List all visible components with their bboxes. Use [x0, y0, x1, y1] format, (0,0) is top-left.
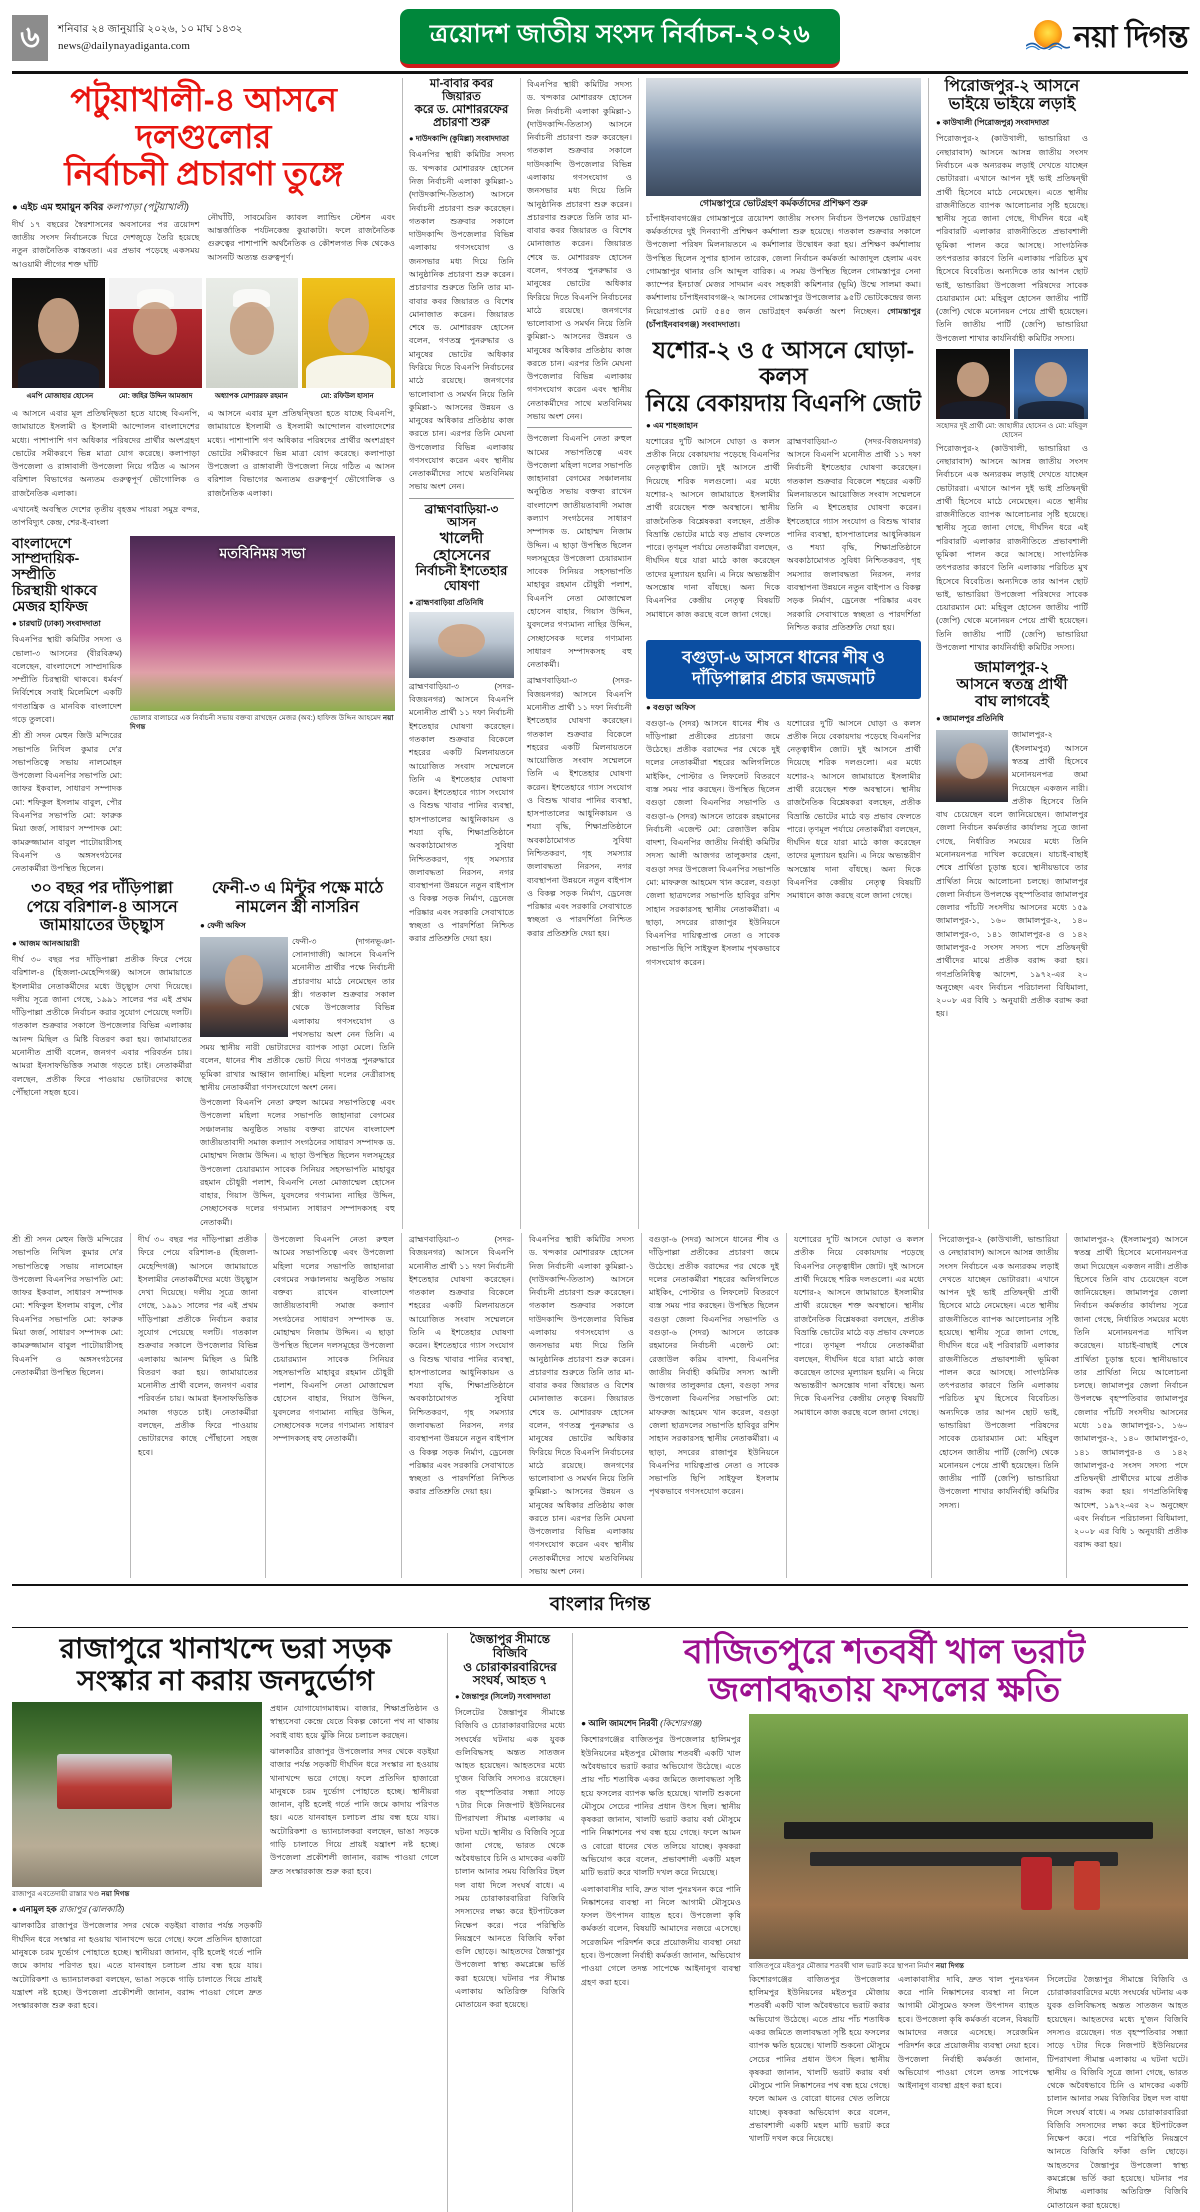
brahmanbaria-head-4: নির্বাচনী ইশতেহার — [415, 563, 508, 579]
jamalpur-head-3: বাঘ লাগবেই — [975, 693, 1049, 711]
lead-col-1 — [12, 198, 200, 271]
feni-subtext: উপজেলা বিএনপি নেতা রুহুল আমের সভাপতিত্বে এবং উপজেলা মহিলা দলের সভাপতি জাহানারা বেগমের সঞ্চালনায় অনুষ্ঠিত সভায় বক্তব্য রাখেন বাংলাদেশ জাতীয়তাবাদী সমাজ কল্যাণ সংগঠনের সাধারণ সম্পাদক ড. মোহাম্মদ নিজাম উদ্দিন। এ ছাড়া উপস্থিত ছিলেন দলসমূহের উপজেলা চেয়ারম্যান সাবেক সিনিয়র সহসভাপতি মাহাবুর রহমান চৌধুরী পলাশ, বিএনপি নেতা মোজাম্মেল হোসেন বাহার, গিয়াস উদ্দিন, যুবদলের গণ্যমান্য নাছির উদ্দিন, সেচ্ছাসেবক দলের গণ্যমান্য সাধারণ সম্পাদকসহ বহু নেতাকর্মী। — [200, 1098, 395, 1227]
bajitpur-text-1: কিশোরগঞ্জের বাজিতপুর উপজেলার হালিমপুর ইউনিয়নের মইতপুর মৌজায় শতবর্ষী একটি খাল অবৈধভাবে ভরাট করার অভিযোগ উঠেছে। এতে প্রায় পাঁচ শতাধিক একর জমিতে জলাবদ্ধতা সৃষ্টি হয়ে ফসলের ব্যাপক ক্ষতি হয়েছে। খালটি শুকনো মৌসুমে সেচের পানির প্রধান উৎস ছিল। স্থানীয় কৃষকরা জানান, খালটি ভরাট করায় বর্ষা মৌসুমে পানি নিষ্কাশনের পথ বন্ধ হয়ে গেছে। ফলে আমন ও বোরো ধানের খেত তলিয়ে যাচ্ছে। কৃষকরা অভিযোগ করে বলেন, প্রভাবশালী একটি মহল মাটি ভরাট করে খালটি দখল করে নিয়েছে। — [581, 1735, 741, 1878]
feni-head-2: নামলেন স্ত্রী নাসরিন — [235, 898, 360, 916]
mid-b-text2: উপজেলা বিএনপি নেতা রুহুল আমের সভাপতিত্বে এবং উপজেলা মহিলা দলের সভাপতি জাহানারা বেগমের সঞ্চালনায় অনুষ্ঠিত সভায় বক্তব্য রাখেন বাংলাদেশ জাতীয়তাবাদী সমাজ কল্যাণ সংগঠনের সাধারণ সম্পাদক ড. মোহাম্মদ নিজাম উদ্দিন। এ ছাড়া উপস্থিত ছিলেন দলসমূহের উপজেলা চেয়ারম্যান সাবেক সিনিয়র সহসভাপতি মাহাবুর রহমান চৌধুরী পলাশ, বিএনপি নেতা মোজাম্মেল হোসেন বাহার, গিয়াস উদ্দিন, যুবদলের গণ্যমান্য নাছির উদ্দিন, সেচ্ছাসেবক দলের গণ্যমান্য সাধারণ সম্পাদকসহ বহু নেতাকর্মী। — [527, 434, 632, 670]
jessore-byline: ● এম শাহজাহান — [646, 420, 698, 430]
bajitpur-photo — [749, 1714, 1188, 1959]
jamalpur-text: জামালপুর-২ (ইসলামপুর) আসনে স্বতন্ত্র প্রার্থী হিসেবে মনোনয়নপত্র জমা দিয়েছেন একজন নারী। প্রতীক হিসেবে তিনি বাঘ চেয়েছেন বলে জানিয়েছেন। জামালপুর জেলা নির্বাচন কর্মকর্তার কার্যালয় সূত্রে জানা গেছে, নির্ধারিত সময়ের মধ্যে তিনি মনোনয়নপত্র দাখিল করেছেন। যাচাই-বাছাই শেষে প্রার্থিতা চূড়ান্ত হবে। স্থানীয়ভাবে তার প্রার্থিতা নিয়ে আলোচনা চলছে। জামালপুর জেলা নির্বাচন উপলক্ষে বৃহস্পতিবার জামালপুর জেলার পাঁচটি সংসদীয় আসনের মধ্যে ১৫৯ জামালপুর-১, ১৬০ জামালপুর-২, ১৪০ জামালপুর-৩, ১৪১ জামালপুর-৪ ও ১৪২ জামালপুর-৫ সংসদ সদস্য পদে প্রতিদ্বন্দ্বী প্রার্থীদের মাঝে প্রতীক বরাদ্দ করা হয়। গণপ্রতিনিধিত্ব আদেশ, ১৯৭২-এর ২০ অনুচ্ছেদ এবং নির্বাচন পরিচালনা বিধিমালা, ২০০৮ এর বিধি ১ অনুযায়ী প্রতীক বরাদ্দ করা হয়। — [936, 730, 1088, 1019]
pirojpur-byline: ● কাউখালী (পিরোজপুর) সংবাদদাতা — [936, 118, 1050, 128]
mazar-column — [402, 78, 520, 1229]
election-banner: ত্রয়োদশ জাতীয় সংসদ নির্বাচন-২০২৬ — [400, 9, 840, 68]
cont-col-4: ব্রাহ্মণবাড়িয়া-৩ (সদর-বিজয়নগর) আসনে বিএনপি মনোনীত প্রার্থী ১১ দফা নির্বাচনী ইশতেহার ঘোষণা করেছেন। গতকাল শুক্রবার বিকেলে শহরের একটি মিলনায়তনে আয়োজিত সংবাদ সম্মেলনে তিনি এ ইশতেহার ঘোষণা করেন। ইশতেহারে গ্যাস সংযোগ ও বিশুদ্ধ খাবার পানির ব্যবস্থা, হাসপাতালের আধুনিকায়ন ও শয্যা বৃদ্ধি, শিক্ষাপ্রতিষ্ঠানে অবকাঠামোগত সুবিধা নিশ্চিতকরণ, গৃহ সমস্যার জলাবদ্ধতা নিরসন, নগর ব্যবস্থাপনা উন্নয়নে নতুন বাইপাস ও বিকল্প সড়ক নির্মাণ, ড্রেনেজ পরিষ্কার এবং সরকারি সেবাখাতে স্বচ্ছতা ও পারদর্শিতা নিশ্চিত করার প্রতিশ্রুতি দেয়া হয়। — [401, 1233, 521, 1578]
bajitpur-byline-name: আলি জামশেদ নিরবী — [588, 1718, 658, 1729]
rajapur-byline-place: রাজাপুর (ঝালকাঠি) — [59, 1904, 125, 1915]
candidate-photo-2 — [109, 278, 202, 388]
lead-para-a: এ আসনে এবার মূল প্রতিদ্বন্দ্বিতা হতে যাচ্ছে বিএনপি, জামায়াতে ইসলামী ও ইসলামী আন্দোলন বাংলাদেশের মধ্যে। পাশাপাশি গণ অধিকার পরিষদের প্রার্থীর অংশগ্রহণ ভোটের সমীকরণে ভিন্ন মাত্রা যোগ করেছে। কলাপাড়া উপজেলা ও রাঙ্গাবালী উপজেলা নিয়ে গঠিত এ আসন বরিশাল বিভাগের অন্যতম গুরুত্বপূর্ণ ভৌগোলিক ও রাজনৈতিক এলাকা। — [12, 408, 200, 498]
lead-para-b: এখানেই অবস্থিত দেশের তৃতীয় বৃহত্তম পায়রা সমুদ্র বন্দর, তাপবিদ্যুৎ কেন্দ্র, শের-ই-বাংলা — [12, 504, 200, 528]
rajapur-text-2: ঝালকাঠির রাজাপুর উপজেলার সদর থেকে বড়ইয়া বাজার পর্যন্ত সড়কটি দীর্ঘদিন ধরে সংস্কার না হওয়ায় খানাখন্দে ভরে গেছে। ফলে প্রতিদিন হাজারো মানুষকে চরম দুর্ভোগ পোহাতে হচ্ছে। স্থানীয়রা জানান, বৃষ্টি হলেই গর্তে পানি জমে কাদায় পরিণত হয়। এতে যানবাহন চলাচল প্রায় বন্ধ হয়ে যায়। অটোরিকশা ও ভ্যানচালকরা বলছেন, ভাঙা সড়কে গাড়ি চালাতে গিয়ে প্রায়ই যন্ত্রাংশ নষ্ট হচ্ছে। উপজেলা প্রকৌশলী জানান, বরাদ্দ পাওয়া গেলে দ্রুত সংস্কারকাজ শুরু করা হবে। — [12, 1921, 262, 2011]
barisal-head-1: ৩০ বছর পর দাঁড়িপাল্লা — [31, 880, 173, 898]
rajapur-photo — [12, 1702, 262, 1887]
harmony-head-4: মেজর হাফিজ — [12, 598, 88, 615]
candidate-name-4: মো: রফিউল হাসান — [320, 392, 374, 400]
motobinimoy-credit: নয়া দিগন্ত — [130, 712, 394, 731]
mid-column-b — [520, 78, 638, 1229]
jessore-byline-text: এম শাহজাহান — [653, 420, 698, 430]
jamalpur-head-1: জামালপুর-২ — [974, 659, 1050, 677]
lead-continue-columns — [12, 407, 395, 530]
harmony-story — [12, 536, 122, 876]
lead-para-a2: এ আসনে এবার মূল প্রতিদ্বন্দ্বিতা হতে যাচ্ছে বিএনপি, জামায়াতে ইসলামী ও ইসলামী আন্দোলন বাংলাদেশের মধ্যে। পাশাপাশি গণ অধিকার পরিষদের প্রার্থীর অংশগ্রহণ ভোটের সমীকরণে ভিন্ন মাত্রা যোগ করেছে। কলাপাড়া উপজেলা ও রাঙ্গাবালী উপজেলা নিয়ে গঠিত এ আসন বরিশাল বিভাগের অন্যতম গুরুত্বপূর্ণ ভৌগোলিক ও রাজনৈতিক এলাকা। — [207, 408, 395, 498]
jamalpur-photo — [936, 730, 1008, 802]
bajitpur-head-1: বাজিতপুরে শতবর্ষী খাল ভরাট — [683, 1633, 1086, 1672]
motobinimoy-block — [130, 536, 395, 876]
cont-col-5: বিএনপির স্থায়ী কমিটির সদস্য ড. খন্দকার মোশাররফ হোসেন নিজ নির্বাচনী এলাকা কুমিল্লা-১ (দাউদকান্দি-তিতাস) আসনে নির্বাচনী প্রচারণা শুরু করেছেন। গতকাল শুক্রবার সকালে দাউদকান্দি উপজেলার বিভিন্ন এলাকায় গণসংযোগ ও জনসভার মধ্য দিয়ে তিনি আনুষ্ঠানিক প্রচারণা শুরু করেন। প্রচারণার শুরুতে তিনি তার মা-বাবার কবর জিয়ারত ও বিশেষ মোনাজাত করেন। জিয়ারত শেষে ড. মোশাররফ হোসেন বলেন, গণতন্ত্র পুনরুদ্ধার ও মানুষের ভোটের অধিকার ফিরিয়ে দিতে বিএনপি নির্বাচনের মাঠে রয়েছে। জনগণের ভালোবাসা ও সমর্থন নিয়ে তিনি কুমিল্লা-১ আসনের উন্নয়ন ও মানুষের অধিকার প্রতিষ্ঠায় কাজ করতে চান। এরপর তিনি মেঘনা উপজেলার বিভিন্ন এলাকায় গণসংযোগ করেন এবং স্থানীয় নেতাকর্মীদের সাথে মতবিনিময় সভায় অংশ নেন। — [521, 1233, 641, 1578]
bogura-text-1: বগুড়া-৬ (সদর) আসনে ধানের শীষ ও দাঁড়িপাল্লা প্রতীকের প্রচারণা জমে উঠেছে। প্রতীক বরাদ্দের পর থেকে দুই দলের নেতাকর্মীরা শহরের অলিগলিতে মাইকিং, পোস্টার ও লিফলেট বিতরণে ব্যস্ত সময় পার করছেন। উপস্থিত ছিলেন বগুড়া জেলা বিএনপির সভাপতি ও বগুড়া-৬ (সদর) আসনে তারেক রহমানের নির্বাচনী এজেন্ট মো: রেজাউল করিম বাদশা, বিএনপির জাতীয় নির্বাহী কমিটির সদস্য আলী আজগর তালুকদার হেনা, বগুড়া সদর উপজেলা বিএনপির সভাপতি মো: মাফরুজ আহমেদ খান করেল, বগুড়া জেলা ছাত্রদলের সভাপতি হাবিবুর রশিদ সাহান সরকারসহ স্থানীয় নেতাকর্মীরা। এ ছাড়া, সদরের রাজাপুর ইউনিয়নে বিএনপির দায়িত্বপ্রাপ্ত নেতা ও সাবেক সভাপতি ছিপি সাইফুল ইসলাম পৃথকভাবে গণসংযোগ করেন। — [646, 718, 780, 967]
masthead-dateline — [58, 22, 243, 54]
top-section — [12, 78, 1188, 1229]
lead-story-block — [12, 78, 402, 1229]
candidate-names-row — [12, 388, 395, 402]
candidate-name-2: মো: জহির উদ্দিন আমজাদ — [118, 392, 193, 400]
bajitpur-text-1b: এলাকাবাসীর দাবি, দ্রুত খাল পুনঃখনন করে পানি নিষ্কাশনের ব্যবস্থা না নিলে আগামী মৌসুমেও ফসল উৎপাদন ব্যাহত হবে। উপজেলা কৃষি কর্মকর্তা বলেন, বিষয়টি আমাদের নজরে এসেছে। সরেজমিন পরিদর্শন করে প্রয়োজনীয় ব্যবস্থা নেয়া হবে। উপজেলা নির্বাহী কর্মকর্তা জানান, অভিযোগ পাওয়া গেলে তদন্ত সাপেক্ষে আইনানুগ ব্যবস্থা গ্রহণ করা হবে। — [581, 1884, 741, 1987]
masthead — [12, 6, 1188, 68]
gomostapur-photo — [646, 78, 921, 196]
rajapur-byline-name: এনামুল হক — [19, 1904, 57, 1915]
zaintapur-byline-text: জৈন্তাপুর (সিলেট) সংবাদদাতা — [461, 1692, 551, 1701]
feni-byline-text: ফেনী অফিস — [207, 920, 246, 930]
candidate-photo-1 — [12, 278, 105, 388]
lead-byline-place: কলাপাড়া (পটুয়াখালী) — [106, 201, 189, 213]
bottom-section — [12, 1633, 1188, 2212]
pirojpur-photo-caption: সহোদর দুই প্রার্থী মো: জাহাঙ্গীর হোসেন ও মো: মহিবুল হোসেন — [936, 420, 1088, 440]
rajapur-head-2: সংস্কার না করায় জনদুর্ভোগ — [76, 1665, 375, 1697]
barisal-byline: ● আজম আনআয়ারী — [12, 939, 80, 949]
bogura-byline: ● বগুড়া অফিস — [646, 702, 696, 712]
barisal-text: দীর্ঘ ৩০ বছর পর দাঁড়িপাল্লা প্রতীক ফিরে পেয়ে বরিশাল-৪ (হিজলা-মেহেন্দিগঞ্জ) আসনে জামায়াতে ইসলামীর নেতাকর্মীদের মধ্যে উচ্ছ্বাস দেখা দিয়েছে। দলীয় সূত্রে জানা গেছে, ১৯৯১ সালের পর এই প্রথম দাঁড়িপাল্লা প্রতীকে নির্বাচন করার সুযোগ পেয়েছে দলটি। গতকাল শুক্রবার সকালে উপজেলার বিভিন্ন এলাকায় আনন্দ মিছিল ও মিষ্টি বিতরণ করা হয়। জামায়াতের মনোনীত প্রার্থী বলেন, জনগণ এবার পরিবর্তন চায়। আমরা ইনসাফভিত্তিক সমাজ গড়তে চাই। নেতাকর্মীরা বলছেন, প্রতীক ফিরে পাওয়ায় ভোটারদের কাছে পৌঁছানো সহজ হবে। — [12, 955, 192, 1097]
candidate-photo-4 — [302, 278, 395, 388]
pirojpur-head-1: পিরোজপুর-২ আসনে — [944, 78, 1080, 95]
motobinimoy-banner-text: মতবিনিময় সভা — [219, 544, 306, 561]
bajitpur-byline-place: (কিশোরগঞ্জ) — [660, 1718, 702, 1729]
pirojpur-photo-1 — [936, 349, 1010, 419]
rajapur-credit: নয়া দিগন্ত — [101, 1889, 130, 1899]
gomostapur-body: চাঁপাইনবাবগঞ্জের গোমস্তাপুরে ত্রয়োদশ জাতীয় সংসদ নির্বাচন উপলক্ষে ভোটগ্রহণ কর্মকর্তাদের দুই দিনব্যাপী প্রশিক্ষণ কর্মশালা শুরু হয়েছে। গতকাল শুক্রবার সকালে উপজেলা পরিষদ মিলনায়তনে এ কর্মশালার উদ্বোধন করা হয়। প্রশিক্ষণ কর্মশালায় উপস্থিত ছিলেন সুপার হাসান তারেক, জেলা নির্বাচন কর্মকর্তা আজাদুল হেলাম এবং গোমস্তাপুর থানার ওসি আব্দুল বারিক। এ সময় উপস্থিত ছিলেন গোমস্তাপুর সেনা ক্যাম্পের ইনচার্জ মেজর সাদমান এবং সহকারী কমিশনার (ভূমি) উম্মে সালমা কমা। কর্মশালায় চাঁপাইনবাবগঞ্জ-২ আসনের গোমস্তাপুর উপজেলার ৯৫টি ভোটকেন্দ্রের জন্য নিয়োগপ্রাপ্ত মোট ৫৪৫ জন ভোটগ্রহণ কর্মকর্তা অংশ নিচ্ছেন। — [646, 213, 921, 316]
mazar-head-3: প্রচারণা শুরু — [433, 117, 490, 130]
pirojpur-text: পিরোজপুর-২ (কাউখালী, ভান্ডারিয়া ও নেছারাবাদ) আসনে আসন্ন জাতীয় সংসদ নির্বাচনে এক অন্যরকম লড়াই দেখতে যাচ্ছেন ভোটাররা। এখানে আপন দুই ভাই প্রতিদ্বন্দ্বী প্রার্থী হিসেবে মাঠে নেমেছেন। এতে স্থানীয় রাজনীতিতে ব্যাপক আলোচনার সৃষ্টি হয়েছে। স্থানীয় সূত্রে জানা গেছে, দীর্ঘদিন ধরে এই পরিবারটি এলাকার রাজনীতিতে প্রভাবশালী ভূমিকা পালন করে আসছে। সাংগঠনিক তৎপরতার কারণে তিনি এলাকায় পরিচিত মুখ হিসেবে বিবেচিত। অন্যদিকে তার আপন ছোট ভাই, ভান্ডারিয়া উপজেলা পরিষদের সাবেক চেয়ারম্যান মো: মহিবুল হোসেন জাতীয় পার্টি (জেপি) থেকে মনোনয়ন পেয়ে প্রার্থী হয়েছেন। তিনি জাতীয় পার্টি (জেপি) ভান্ডারিয়া উপজেলা শাখার কার্যনির্বাহী কমিটির সদস্য। — [936, 134, 1088, 343]
cont-col-2: দীর্ঘ ৩০ বছর পর দাঁড়িপাল্লা প্রতীক ফিরে পেয়ে বরিশাল-৪ (হিজলা-মেহেন্দিগঞ্জ) আসনে জামায়াতে ইসলামীর নেতাকর্মীদের মধ্যে উচ্ছ্বাস দেখা দিয়েছে। দলীয় সূত্রে জানা গেছে, ১৯৯১ সালের পর এই প্রথম দাঁড়িপাল্লা প্রতীকে নির্বাচন করার সুযোগ পেয়েছে দলটি। গতকাল শুক্রবার সকালে উপজেলার বিভিন্ন এলাকায় আনন্দ মিছিল ও মিষ্টি বিতরণ করা হয়। জামায়াতের মনোনীত প্রার্থী বলেন, জনগণ এবার পরিবর্তন চায়। আমরা ইনসাফভিত্তিক সমাজ গড়তে চাই। নেতাকর্মীরা বলছেন, প্রতীক ফিরে পাওয়ায় ভোটারদের কাছে পৌঁছানো সহজ হবে। — [130, 1233, 265, 1578]
lead-col2-text: নৌঘাঁটি, সাবমেরিন ক্যাবল ল্যান্ডিং স্টেশন এবং আন্তর্জাতিক পর্যটনকেন্দ্র কুয়াকাটা। ফলে রাজনৈতিক গুরুত্বের পাশাপাশি অর্থনৈতিক ও কৌশলগত দিক থেকেও আসনটি অত্যন্ত গুরুত্বপূর্ণ। — [207, 212, 395, 262]
zaintapur-block — [447, 1633, 572, 2212]
bajitpur-col-2 — [749, 1714, 1188, 2211]
motobinimoy-caption-text: ভোলার বালাচরে এক নির্বাচনী সভায় বক্তব্য রাখছেন মেজর (অব:) হাফিজ উদ্দিন আহমেদ — [130, 712, 381, 722]
jessore-head-1: যশোর-২ ও ৫ আসনে ঘোড়া-কলস — [652, 337, 915, 390]
lead-col-4 — [208, 407, 396, 530]
brahmanbaria-head-1: ব্রাহ্মণবাড়িয়া-৩ আসন — [424, 501, 499, 530]
barisal-head-3: জামায়াতের উচ্ছ্বাস — [39, 916, 165, 934]
cont-col-6: বগুড়া-৬ (সদর) আসনে ধানের শীষ ও দাঁড়িপাল্লা প্রতীকের প্রচারণা জমে উঠেছে। প্রতীক বরাদ্দের পর থেকে দুই দলের নেতাকর্মীরা শহরের অলিগলিতে মাইকিং, পোস্টার ও লিফলেট বিতরণে ব্যস্ত সময় পার করছেন। উপস্থিত ছিলেন বগুড়া জেলা বিএনপির সভাপতি ও বগুড়া-৬ (সদর) আসনে তারেক রহমানের নির্বাচনী এজেন্ট মো: রেজাউল করিম বাদশা, বিএনপির জাতীয় নির্বাহী কমিটির সদস্য আলী আজগর তালুকদার হেনা, বগুড়া সদর উপজেলা বিএনপির সভাপতি মো: মাফরুজ আহমেদ খান করেল, বগুড়া জেলা ছাত্রদলের সভাপতি হাবিবুর রশিদ সাহান সরকারসহ স্থানীয় নেতাকর্মীরা। এ ছাড়া, সদরের রাজাপুর ইউনিয়নে বিএনপির দায়িত্বপ্রাপ্ত নেতা ও সাবেক সভাপতি ছিপি সাইফুল ইসলাম পৃথকভাবে গণসংযোগ করেন। — [641, 1233, 786, 1578]
barisal-feni-row — [12, 880, 395, 1229]
rajapur-caption-text: রাজাপুর এবতেদায়ী রাস্তার খণ্ড — [12, 1889, 100, 1899]
feni-text: ফেনী-৩ (দাগনভূঞা-সোনাগাজী) আসনে বিএনপি মনোনীত প্রার্থীর পক্ষে নির্বাচনী প্রচারণায় মাঠে নেমেছেন তার স্ত্রী। গতকাল শুক্রবার সকাল থেকে উপজেলার বিভিন্ন এলাকায় গণসংযোগ ও পথসভায় অংশ নেন তিনি। এ সময় স্থানীয় নারী ভোটারদের ব্যাপক সাড়া মেলে। তিনি বলেন, ধানের শীষ প্রতীকে ভোট দিয়ে গণতন্ত্র পুনরুদ্ধারে ভূমিকা রাখার আহ্বান জানাচ্ছি। মহিলা দলের নেত্রীরাসহ স্থানীয় নেতাকর্মীরা গণসংযোগে অংশ নেন। — [200, 936, 395, 1092]
motobinimoy-caption — [130, 711, 395, 734]
feni-photo — [200, 937, 288, 1037]
cont-col-1: শ্রী শ্রী সদন মেহুন জিউ মন্দিরের সভাপতি নিখিল কুমার দে'র সভাপতিত্বে সভায় নালমোহন উপজেলা বিএনপির সভাপতি মো: জাফর ইকবাল, সাধারণ সম্পাদক মো: শফিকুল ইসলাম বাবুল, পৌর বিএনপির সভাপতি মো: ফারুক মিয়া জর্জ, সাধারণ সম্পাদক মো: কামরুজ্জামান বাবুল পাটোয়ারীসহ বিএনপি ও অঙ্গসংগঠনের নেতাকর্মীরা উপস্থিত ছিলেন। — [12, 1235, 123, 1377]
pirojpur-column — [928, 78, 1088, 1229]
lead-byline: ● এইচ এম হুমায়ুন কবির কলাপাড়া (পটুয়াখালী) — [12, 201, 189, 213]
gomostapur-caption: গোমস্তাপুরে ভোটগ্রহণ কর্মকর্তাদের প্রশিক্ষণ শুরু — [699, 198, 868, 208]
harmony-byline-text: চারঘাট (ঢাকা) সংবাদদাতা — [19, 619, 101, 629]
harmony-head-3: চিরস্থায়ী থাকবে — [12, 582, 98, 599]
pirojpur-photo-row — [936, 349, 1088, 419]
bajitpur-col-1 — [581, 1714, 741, 2211]
bajitpur-caption-text: বাজিতপুরে মইতপুর মৌজার শতবর্ষী খাল ভরাট করে স্থাপনা নির্মাণ — [749, 1961, 934, 1971]
bogura-columns — [646, 717, 921, 969]
bajitpur-lower-columns — [749, 1973, 1188, 2212]
pirojpur-text-2: পিরোজপুর-২ (কাউখালী, ভান্ডারিয়া ও নেছারাবাদ) আসনে আসন্ন জাতীয় সংসদ নির্বাচনে এক অন্যরকম লড়াই দেখতে যাচ্ছেন ভোটাররা। এখানে আপন দুই ভাই প্রতিদ্বন্দ্বী প্রার্থী হিসেবে মাঠে নেমেছেন। এতে স্থানীয় রাজনীতিতে ব্যাপক আলোচনার সৃষ্টি হয়েছে। স্থানীয় সূত্রে জানা গেছে, দীর্ঘদিন ধরে এই পরিবারটি এলাকার রাজনীতিতে প্রভাবশালী ভূমিকা পালন করে আসছে। সাংগঠনিক তৎপরতার কারণে তিনি এলাকায় পরিচিত মুখ হিসেবে বিবেচিত। অন্যদিকে তার আপন ছোট ভাই, ভান্ডারিয়া উপজেলা পরিষদের সাবেক চেয়ারম্যান মো: মহিবুল হোসেন জাতীয় পার্টি (জেপি) থেকে মনোনয়ন পেয়ে প্রার্থী হয়েছেন। তিনি জাতীয় পার্টি (জেপি) ভান্ডারিয়া উপজেলা শাখার কার্যনির্বাহী কমিটির সদস্য। — [936, 443, 1088, 652]
mazar-divider — [409, 498, 514, 499]
mazar-head-2: করে ড. মোশাররফের — [414, 104, 509, 117]
brahmanbaria-head-3: হোসেনের — [432, 547, 491, 565]
cont-col-7: যশোরের দু'টি আসনে ঘোড়া ও কলস প্রতীক নিয়ে বেকায়দায় পড়েছে বিএনপির নেতৃত্বাধীন জোট। দুই আসনে প্রার্থী দিয়েছে শরিক দলগুলো। এর মধ্যে যশোর-২ আসনে জামায়াতে ইসলামীর প্রার্থী রয়েছেন শক্ত অবস্থানে। স্থানীয় রাজনৈতিক বিশ্লেষকরা বলছেন, প্রতীক বিভ্রান্তি ভোটের মাঠে বড় প্রভাব ফেলতে পারে। তৃণমূল পর্যায়ে নেতাকর্মীরা বলছেন, দীর্ঘদিন ধরে যারা মাঠে কাজ করেছেন তাদের মূল্যায়ন হয়নি। এ নিয়ে অভ্যন্তরীণ অসন্তোষ দানা বাঁধছে। অন্য দিকে বিএনপির কেন্দ্রীয় নেতৃত্ব বিষয়টি সমাধানে কাজ করছে বলে জানা গেছে। — [786, 1233, 931, 1578]
rajapur-block — [12, 1633, 447, 2212]
bajitpur-block — [572, 1633, 1188, 2212]
jessore-head-2: নিয়ে বেকায়দায় বিএনপি জোট — [646, 389, 921, 416]
zaintapur-text: সিলেটের জৈন্তাপুর সীমান্তে বিজিবি ও চোরাকারবারিদের মধ্যে সংঘর্ষের ঘটনায় এক যুবক গুলিবিদ্ধসহ অন্তত সাতজন আহত হয়েছেন। আহতদের মধ্যে দু'জন বিজিবি সদস্যও রয়েছেন। গত বৃহস্পতিবার সন্ধ্যা সাড়ে ৭টার দিকে নিজপাট ইউনিয়নের টিপরাখলা সীমান্ত এলাকায় এ ঘটনা ঘটে। স্থানীয় ও বিজিবি সূত্রে জানা গেছে, ভারত থেকে অবৈধভাবে চিনি ও মাদকের একটি চালান আনার সময় বিজিবির টহল দল বাধা দিলে সংঘর্ষ বাধে। এ সময় চোরাকারবারিরা বিজিবি সদস্যদের লক্ষ্য করে ইটপাটকেল নিক্ষেপ করে। পরে পরিস্থিতি নিয়ন্ত্রণে আনতে বিজিবি ফাঁকা গুলি ছোড়ে। আহতদের জৈন্তাপুর উপজেলা স্বাস্থ্য কমপ্লেক্সে ভর্তি করা হয়েছে। ঘটনার পর সীমান্ত এলাকায় অতিরিক্ত বিজিবি মোতায়েন করা হয়েছে। — [455, 1708, 565, 2010]
section-title: বাংলার দিগন্ত — [549, 1594, 651, 1616]
mazar-text: বিএনপির স্থায়ী কমিটির সদস্য ড. খন্দকার মোশাররফ হোসেন নিজ নির্বাচনী এলাকা কুমিল্লা-১ (দাউদকান্দি-তিতাস) আসনে নির্বাচনী প্রচারণা শুরু করেছেন। গতকাল শুক্রবার সকালে দাউদকান্দি উপজেলার বিভিন্ন এলাকায় গণসংযোগ ও জনসভার মধ্য দিয়ে তিনি আনুষ্ঠানিক প্রচারণা শুরু করেন। প্রচারণার শুরুতে তিনি তার মা-বাবার কবর জিয়ারত ও বিশেষ মোনাজাত করেন। জিয়ারত শেষে ড. মোশাররফ হোসেন বলেন, গণতন্ত্র পুনরুদ্ধার ও মানুষের ভোটের অধিকার ফিরিয়ে দিতে বিএনপি নির্বাচনের মাঠে রয়েছে। জনগণের ভালোবাসা ও সমর্থন নিয়ে তিনি কুমিল্লা-১ আসনের উন্নয়ন ও মানুষের অধিকার প্রতিষ্ঠায় কাজ করতে চান। এরপর তিনি মেঘনা উপজেলার বিভিন্ন এলাকায় গণসংযোগ করেন এবং স্থানীয় নেতাকর্মীদের সাথে মতবিনিময় সভায় অংশ নেন। — [409, 150, 514, 492]
logo-text: নয়া দিগন্ত — [1073, 20, 1188, 54]
rajapur-caption — [12, 1887, 262, 1900]
rajapur-byline: ● এনামুল হক রাজাপুর (ঝালকাঠি) — [12, 1904, 125, 1915]
lead-col-3 — [12, 407, 200, 530]
rajapur-head-1: রাজাপুরে খানাখন্দে ভরা সড়ক — [59, 1633, 392, 1665]
mazar-head-1: মা-বাবার কবর জিয়ারত — [429, 78, 494, 104]
pirojpur-head-2: ভাইয়ে ভাইয়ে লড়াই — [948, 96, 1076, 114]
rajapur-text-col — [270, 1702, 439, 2012]
zaintapur-byline: ● জৈন্তাপুর (সিলেট) সংবাদদাতা — [455, 1692, 551, 1701]
bajitpur-columns — [581, 1714, 1188, 2211]
section-divider — [12, 1584, 1188, 1628]
page-number: ৬ — [12, 15, 48, 61]
rajapur-text-1: প্রধান যোগাযোগমাধ্যম। বাজার, শিক্ষাপ্রতিষ্ঠান ও স্বাস্থ্যসেবা কেন্দ্রে যেতে বিকল্প কোনো পথ না থাকায় সবাই বাধ্য হয়ে ঝুঁকি নিয়ে চলাচল করছেন। — [270, 1704, 439, 1740]
jessore-text-1: যশোরের দু'টি আসনে ঘোড়া ও কলস প্রতীক নিয়ে বেকায়দায় পড়েছে বিএনপির নেতৃত্বাধীন জোট। দুই আসনে প্রার্থী দিয়েছে শরিক দলগুলো। এর মধ্যে যশোর-২ আসনে জামায়াতে ইসলামীর প্রার্থী রয়েছেন শক্ত অবস্থানে। স্থানীয় রাজনৈতিক বিশ্লেষকরা বলছেন, প্রতীক বিভ্রান্তি ভোটের মাঠে বড় প্রভাব ফেলতে পারে। তৃণমূল পর্যায়ে নেতাকর্মীরা বলছেন, দীর্ঘদিন ধরে যারা মাঠে কাজ করেছেন তাদের মূল্যায়ন হয়নি। এ নিয়ে অভ্যন্তরীণ অসন্তোষ দানা বাঁধছে। অন্য দিকে বিএনপির কেন্দ্রীয় নেতৃত্ব বিষয়টি সমাধানে কাজ করছে বলে জানা গেছে। — [646, 436, 780, 619]
lead-col-2 — [208, 198, 396, 271]
harmony-and-photo — [12, 536, 395, 876]
lead-intro-columns — [12, 198, 395, 271]
bogura-banner-2: দাঁড়িপাল্লার প্রচার জমজমাট — [692, 669, 875, 689]
jamalpur-byline-text: জামালপুর প্রতিনিধি — [942, 714, 1004, 724]
gomostapur-credit: গোমস্তাপুর (চাঁপাইনবাবগঞ্জ) সংবাদদাতা। — [646, 306, 921, 329]
brahmanbaria-byline-text: ব্রাহ্মণবাড়িয়া প্রতিনিধি — [415, 597, 484, 607]
lead-headline-line1: পটুয়াখালী-৪ আসনে দলগুলোর — [70, 81, 337, 155]
cont-col-9: জামালপুর-২ (ইসলামপুর) আসনে স্বতন্ত্র প্রার্থী হিসেবে মনোনয়নপত্র জমা দিয়েছেন একজন নারী। প্রতীক হিসেবে তিনি বাঘ চেয়েছেন বলে জানিয়েছেন। জামালপুর জেলা নির্বাচন কর্মকর্তার কার্যালয় সূত্রে জানা গেছে, নির্ধারিত সময়ের মধ্যে তিনি মনোনয়নপত্র দাখিল করেছেন। যাচাই-বাছাই শেষে প্রার্থিতা চূড়ান্ত হবে। স্থানীয়ভাবে তার প্রার্থিতা নিয়ে আলোচনা চলছে। জামালপুর জেলা নির্বাচন উপলক্ষে বৃহস্পতিবার জামালপুর জেলার পাঁচটি সংসদীয় আসনের মধ্যে ১৫৯ জামালপুর-১, ১৬০ জামালপুর-২, ১৪০ জামালপুর-৩, ১৪১ জামালপুর-৪ ও ১৪২ জামালপুর-৫ সংসদ সদস্য পদে প্রতিদ্বন্দ্বী প্রার্থীদের মাঝে প্রতীক বরাদ্দ করা হয়। গণপ্রতিনিধিত্ব আদেশ, ১৯৭২-এর ২০ অনুচ্ছেদ এবং নির্বাচন পরিচালনা বিধিমালা, ২০০৮ এর বিধি ১ অনুযায়ী প্রতীক বরাদ্দ করা হয়। — [1066, 1233, 1188, 1578]
candidate-photo-3 — [206, 278, 299, 388]
bajitpur-text-4: সিলেটের জৈন্তাপুর সীমান্তে বিজিবি ও চোরাকারবারিদের মধ্যে সংঘর্ষের ঘটনায় এক যুবক গুলিবিদ্ধসহ অন্তত সাতজন আহত হয়েছেন। আহতদের মধ্যে দু'জন বিজিবি সদস্যও রয়েছেন। গত বৃহস্পতিবার সন্ধ্যা সাড়ে ৭টার দিকে নিজপাট ইউনিয়নের টিপরাখলা সীমান্ত এলাকায় এ ঘটনা ঘটে। স্থানীয় ও বিজিবি সূত্রে জানা গেছে, ভারত থেকে অবৈধভাবে চিনি ও মাদকের একটি চালান আনার সময় বিজিবির টহল দল বাধা দিলে সংঘর্ষ বাধে। এ সময় চোরাকারবারিরা বিজিবি সদস্যদের লক্ষ্য করে ইটপাটকেল নিক্ষেপ করে। পরে পরিস্থিতি নিয়ন্ত্রণে আনতে বিজিবি ফাঁকা গুলি ছোড়ে। আহতদের জৈন্তাপুর উপজেলা স্বাস্থ্য কমপ্লেক্সে ভর্তি করা হয়েছে। ঘটনার পর সীমান্ত এলাকায় অতিরিক্ত বিজিবি মোতায়েন করা হয়েছে। — [1047, 1974, 1188, 2210]
mid-b-divider — [527, 427, 632, 428]
mid-b-text1: বিএনপির স্থায়ী কমিটির সদস্য ড. খন্দকার মোশাররফ হোসেন নিজ নির্বাচনী এলাকা কুমিল্লা-১ (দাউদকান্দি-তিতাস) আসনে নির্বাচনী প্রচারণা শুরু করেছেন। গতকাল শুক্রবার সকালে দাউদকান্দি উপজেলার বিভিন্ন এলাকায় গণসংযোগ ও জনসভার মধ্য দিয়ে তিনি আনুষ্ঠানিক প্রচারণা শুরু করেন। প্রচারণার শুরুতে তিনি তার মা-বাবার কবর জিয়ারত ও বিশেষ মোনাজাত করেন। জিয়ারত শেষে ড. মোশাররফ হোসেন বলেন, গণতন্ত্র পুনরুদ্ধার ও মানুষের ভোটের অধিকার ফিরিয়ে দিতে বিএনপি নির্বাচনের মাঠে রয়েছে। জনগণের ভালোবাসা ও সমর্থন নিয়ে তিনি কুমিল্লা-১ আসনের উন্নয়ন ও মানুষের অধিকার প্রতিষ্ঠায় কাজ করতে চান। এরপর তিনি মেঘনা উপজেলার বিভিন্ন এলাকায় গণসংযোগ করেন এবং স্থানীয় নেতাকর্মীদের সাথে মতবিনিময় সভায় অংশ নেন। — [527, 80, 632, 422]
brahmanbaria-text: ব্রাহ্মণবাড়িয়া-৩ (সদর-বিজয়নগর) আসনে বিএনপি মনোনীত প্রার্থী ১১ দফা নির্বাচনী ইশতেহার ঘোষণা করেছেন। গতকাল শুক্রবার বিকেলে শহরের একটি মিলনায়তনে আয়োজিত সংবাদ সম্মেলনে তিনি এ ইশতেহার ঘোষণা করেন। ইশতেহারে গ্যাস সংযোগ ও বিশুদ্ধ খাবার পানির ব্যবস্থা, হাসপাতালের আধুনিকায়ন ও শয্যা বৃদ্ধি, শিক্ষাপ্রতিষ্ঠানে অবকাঠামোগত সুবিধা নিশ্চিতকরণ, গৃহ সমস্যার জলাবদ্ধতা নিরসন, নগর ব্যবস্থাপনা উন্নয়নে নতুন বাইপাস ও বিকল্প সড়ক নির্মাণ, ড্রেনেজ পরিষ্কার এবং সরকারি সেবাখাতে স্বচ্ছতা ও পারদর্শিতা নিশ্চিত করার প্রতিশ্রুতি দেয়া হয়। — [409, 681, 514, 944]
cont-col-3: উপজেলা বিএনপি নেতা রুহুল আমের সভাপতিত্বে এবং উপজেলা মহিলা দলের সভাপতি জাহানারা বেগমের সঞ্চালনায় অনুষ্ঠিত সভায় বক্তব্য রাখেন বাংলাদেশ জাতীয়তাবাদী সমাজ কল্যাণ সংগঠনের সাধারণ সম্পাদক ড. মোহাম্মদ নিজাম উদ্দিন। এ ছাড়া উপস্থিত ছিলেন দলসমূহের উপজেলা চেয়ারম্যান সাবেক সিনিয়র সহসভাপতি মাহাবুর রহমান চৌধুরী পলাশ, বিএনপি নেতা মোজাম্মেল হোসেন বাহার, গিয়াস উদ্দিন, যুবদলের গণ্যমান্য নাছির উদ্দিন, সেচ্ছাসেবক দলের গণ্যমান্য সাধারণ সম্পাদকসহ বহু নেতাকর্মী। — [265, 1233, 401, 1578]
rajapur-photo-col — [12, 1702, 262, 2012]
pirojpur-byline-text: কাউখালী (পিরোজপুর) সংবাদদাতা — [942, 118, 1050, 128]
bogura-text-2: যশোরের দু'টি আসনে ঘোড়া ও কলস প্রতীক নিয়ে বেকায়দায় পড়েছে বিএনপির নেতৃত্বাধীন জোট। দুই আসনে প্রার্থী দিয়েছে শরিক দলগুলো। এর মধ্যে যশোর-২ আসনে জামায়াতে ইসলামীর প্রার্থী রয়েছেন শক্ত অবস্থানে। স্থানীয় রাজনৈতিক বিশ্লেষকরা বলছেন, প্রতীক বিভ্রান্তি ভোটের মাঠে বড় প্রভাব ফেলতে পারে। তৃণমূল পর্যায়ে নেতাকর্মীরা বলছেন, দীর্ঘদিন ধরে যারা মাঠে কাজ করেছেন তাদের মূল্যায়ন হয়নি। এ নিয়ে অভ্যন্তরীণ অসন্তোষ দানা বাঁধছে। অন্য দিকে বিএনপির কেন্দ্রীয় নেতৃত্ব বিষয়টি সমাধানে কাজ করছে বলে জানা গেছে। — [787, 718, 921, 901]
harmony-text: বিএনপির স্থায়ী কমিটির সদস্য ও ভোলা-৩ আসনের (বীরবিক্রম) বলেছেন, বাংলাদেশে সাম্প্রদায়িক সম্প্রীতি চিরস্থায়ী থাকবে। ধর্মবর্ণ নির্বিশেষে সবাই মিলেমিশে একটি গণতান্ত্রিক ও মানবিক বাংলাদেশ গড়ে তুলবো। — [12, 635, 122, 724]
harmony-byline: ● চারঘাট (ঢাকা) সংবাদদাতা — [12, 619, 101, 629]
lead-col1-text: দীর্ঘ ১৭ বছরের স্বৈরশাসনের অবসানের পর ত্রয়োদশ জাতীয় সংসদ নির্বাচনকে ঘিরে দেশজুড়ে তৈরি হয়েছে নতুন রাজনৈতিক বাস্তবতা। এর প্রভাব পড়েছে একসময় আওয়ামী লীগের শক্ত ঘাঁটি — [12, 219, 200, 269]
bogura-byline-text: বগুড়া অফিস — [653, 702, 696, 712]
mazar-byline-text: দাউদকান্দি (কুমিল্লা) সংবাদদাতা — [415, 134, 509, 144]
feni-byline: ● ফেনী অফিস — [200, 920, 246, 930]
bajitpur-credit: নয়া দিগন্ত — [935, 1961, 965, 1971]
bogura-banner-1: বগুড়া-৬ আসনে ধানের শীষ ও — [682, 648, 885, 668]
rajapur-text-3: ঝালকাঠির রাজাপুর উপজেলার সদর থেকে বড়ইয়া বাজার পর্যন্ত সড়কটি দীর্ঘদিন ধরে সংস্কার না হওয়ায় খানাখন্দে ভরে গেছে। ফলে প্রতিদিন হাজারো মানুষকে চরম দুর্ভোগ পোহাতে হচ্ছে। স্থানীয়রা জানান, বৃষ্টি হলেই গর্তে পানি জমে কাদায় পরিণত হয়। এতে যানবাহন চলাচল প্রায় বন্ধ হয়ে যায়। অটোরিকশা ও ভ্যানচালকরা বলছেন, ভাঙা সড়কে গাড়ি চালাতে গিয়ে প্রায়ই যন্ত্রাংশ নষ্ট হচ্ছে। উপজেলা প্রকৌশলী জানান, বরাদ্দ পাওয়া গেলে দ্রুত সংস্কারকাজ শুরু করা হবে। — [270, 1746, 439, 1876]
bajitpur-head-2: জলাবদ্ধতায় ফসলের ক্ষতি — [708, 1671, 1061, 1710]
motobinimoy-photo — [130, 536, 395, 711]
cont-col-8: পিরোজপুর-২ (কাউখালী, ভান্ডারিয়া ও নেছারাবাদ) আসনে আসন্ন জাতীয় সংসদ নির্বাচনে এক অন্যরকম লড়াই দেখতে যাচ্ছেন ভোটাররা। এখানে আপন দুই ভাই প্রতিদ্বন্দ্বী প্রার্থী হিসেবে মাঠে নেমেছেন। এতে স্থানীয় রাজনীতিতে ব্যাপক আলোচনার সৃষ্টি হয়েছে। স্থানীয় সূত্রে জানা গেছে, দীর্ঘদিন ধরে এই পরিবারটি এলাকার রাজনীতিতে প্রভাবশালী ভূমিকা পালন করে আসছে। সাংগঠনিক তৎপরতার কারণে তিনি এলাকায় পরিচিত মুখ হিসেবে বিবেচিত। অন্যদিকে তার আপন ছোট ভাই, ভান্ডারিয়া উপজেলা পরিষদের সাবেক চেয়ারম্যান মো: মহিবুল হোসেন জাতীয় পার্টি (জেপি) থেকে মনোনয়ন পেয়ে প্রার্থী হয়েছেন। তিনি জাতীয় পার্টি (জেপি) ভান্ডারিয়া উপজেলা শাখার কার্যনির্বাহী কমিটির সদস্য। — [931, 1233, 1066, 1578]
brahmanbaria-byline: ● ব্রাহ্মণবাড়িয়া প্রতিনিধি — [409, 597, 484, 607]
barisal-head-2: পেয়ে বরিশাল-৪ আসনে — [26, 898, 178, 916]
wave-icon — [1026, 40, 1070, 50]
feni-head-1: ফেনী-৩ এ মিন্টুর পক্ষে মাঠে — [211, 880, 384, 898]
brahmanbaria-photo — [409, 612, 514, 678]
zaintapur-head-3: সংঘর্ষ, আহত ৭ — [472, 1673, 548, 1688]
jamalpur-byline: ● জামালপুর প্রতিনিধি — [936, 714, 1004, 724]
mazar-byline: ● দাউদকান্দি (কুমিল্লা) সংবাদদাতা — [409, 134, 509, 144]
gomostapur-text — [646, 212, 921, 332]
sun-logo-icon — [1026, 18, 1070, 58]
candidate-name-3: অধ্যাপক মোশাররফ রহমান — [214, 392, 288, 400]
jessore-block — [638, 78, 928, 1229]
brahmanbaria-head-2: খালেদী — [439, 530, 484, 548]
masthead-logo[interactable] — [928, 13, 1188, 64]
masthead-center — [312, 9, 928, 68]
jessore-columns — [646, 435, 921, 634]
harmony-head-2: সাম্প্রদায়িক-সম্প্রীতি — [12, 550, 80, 583]
masthead-left — [12, 15, 312, 61]
barisal-byline-text: আজম আনআয়ারী — [19, 939, 80, 949]
jessore-text-2: ব্রাহ্মণবাড়িয়া-৩ (সদর-বিজয়নগর) আসনে বিএনপি মনোনীত প্রার্থী ১১ দফা নির্বাচনী ইশতেহার ঘোষণা করেছেন। গতকাল শুক্রবার বিকেলে শহরের একটি মিলনায়তনে আয়োজিত সংবাদ সম্মেলনে তিনি এ ইশতেহার ঘোষণা করেন। ইশতেহারে গ্যাস সংযোগ ও বিশুদ্ধ খাবার পানির ব্যবস্থা, হাসপাতালের আধুনিকায়ন ও শয্যা বৃদ্ধি, শিক্ষাপ্রতিষ্ঠানে অবকাঠামোগত সুবিধা নিশ্চিতকরণ, গৃহ সমস্যার জলাবদ্ধতা নিরসন, নগর ব্যবস্থাপনা উন্নয়নে নতুন বাইপাস ও বিকল্প সড়ক নির্মাণ, ড্রেনেজ পরিষ্কার এবং সরকারি সেবাখাতে স্বচ্ছতা ও পারদর্শিতা নিশ্চিত করার প্রতিশ্রুতি দেয়া হয়। — [787, 436, 921, 632]
bogura-banner — [646, 640, 921, 699]
continuation-strip — [12, 1233, 1188, 1578]
pirojpur-photo-2 — [1014, 349, 1088, 419]
harmony-head-1: বাংলাদেশে — [12, 534, 72, 551]
lead-byline-name: এইচ এম হুমায়ুন কবির — [20, 201, 104, 213]
bajitpur-text-3: এলাকাবাসীর দাবি, দ্রুত খাল পুনঃখনন করে পানি নিষ্কাশনের ব্যবস্থা না নিলে আগামী মৌসুমেও ফসল উৎপাদন ব্যাহত হবে। উপজেলা কৃষি কর্মকর্তা বলেন, বিষয়টি আমাদের নজরে এসেছে। সরেজমিন পরিদর্শন করে প্রয়োজনীয় ব্যবস্থা নেয়া হবে। উপজেলা নির্বাহী কর্মকর্তা জানান, অভিযোগ পাওয়া গেলে তদন্ত সাপেক্ষে আইনানুগ ব্যবস্থা গ্রহণ করা হবে। — [898, 1974, 1039, 2091]
lead-headline-line2: নির্বাচনী প্রচারণা তুঙ্গে — [64, 154, 343, 192]
zaintapur-head-2: ও চোরাকারবারিদের — [463, 1659, 557, 1674]
brahmanbaria-head-5: ঘোষণা — [443, 578, 480, 594]
harmony-text2: শ্রী শ্রী সদন মেহুন জিউ মন্দিরের সভাপতি নিখিল কুমার দে'র সভাপতিত্বে সভায় নালমোহন উপজেলা বিএনপির সভাপতি মো: জাফর ইকবাল, সাধারণ সম্পাদক মো: শফিকুল ইসলাম বাবুল, পৌর বিএনপির সভাপতি মো: ফারুক মিয়া জর্জ, সাধারণ সম্পাদক মো: কামরুজ্জামান বাবুল পাটোয়ারীসহ বিএনপি ও অঙ্গসংগঠনের নেতাকর্মীরা উপস্থিত ছিলেন। — [12, 731, 122, 874]
bajitpur-text-2: কিশোরগঞ্জের বাজিতপুর উপজেলার হালিমপুর ইউনিয়নের মইতপুর মৌজায় শতবর্ষী একটি খাল অবৈধভাবে ভরাট করার অভিযোগ উঠেছে। এতে প্রায় পাঁচ শতাধিক একর জমিতে জলাবদ্ধতা সৃষ্টি হয়ে ফসলের ব্যাপক ক্ষতি হয়েছে। খালটি শুকনো মৌসুমে সেচের পানির প্রধান উৎস ছিল। স্থানীয় কৃষকরা জানান, খালটি ভরাট করায় বর্ষা মৌসুমে পানি নিষ্কাশনের পথ বন্ধ হয়ে গেছে। ফলে আমন ও বোরো ধানের খেত তলিয়ে যাচ্ছে। কৃষকরা অভিযোগ করে বলেন, প্রভাবশালী একটি মহল মাটি ভরাট করে খালটি দখল করে নিয়েছে। — [749, 1974, 890, 2144]
email-text: news@dailynayadiganta.com — [58, 39, 191, 52]
bajitpur-byline: ● আলি জামশেদ নিরবী (কিশোরগঞ্জ) — [581, 1718, 702, 1729]
mid-b-text3: ব্রাহ্মণবাড়িয়া-৩ (সদর-বিজয়নগর) আসনে বিএনপি মনোনীত প্রার্থী ১১ দফা নির্বাচনী ইশতেহার ঘোষণা করেছেন। গতকাল শুক্রবার বিকেলে শহরের একটি মিলনায়তনে আয়োজিত সংবাদ সম্মেলনে তিনি এ ইশতেহার ঘোষণা করেন। ইশতেহারে গ্যাস সংযোগ ও বিশুদ্ধ খাবার পানির ব্যবস্থা, হাসপাতালের আধুনিকায়ন ও শয্যা বৃদ্ধি, শিক্ষাপ্রতিষ্ঠানে অবকাঠামোগত সুবিধা নিশ্চিতকরণ, গৃহ সমস্যার জলাবদ্ধতা নিরসন, নগর ব্যবস্থাপনা উন্নয়নে নতুন বাইপাস ও বিকল্প সড়ক নির্মাণ, ড্রেনেজ পরিষ্কার এবং সরকারি সেবাখাতে স্বচ্ছতা ও পারদর্শিতা নিশ্চিত করার প্রতিশ্রুতি দেয়া হয়। — [527, 676, 632, 938]
bajitpur-caption — [749, 1959, 1188, 1972]
zaintapur-head-1: জৈন্তাপুর সীমান্তে বিজিবি — [469, 1632, 551, 1660]
barisal-story — [12, 880, 192, 1229]
candidate-name-1: এমপি মোজাহার হোসেন — [26, 392, 94, 400]
feni-story — [200, 880, 395, 1229]
date-text: শনিবার ২৪ জানুয়ারি ২০২৬, ১০ মাঘ ১৪৩২ — [58, 22, 243, 35]
jamalpur-head-2: আসনে স্বতন্ত্র প্রার্থী — [956, 676, 1068, 694]
masthead-rule — [12, 71, 1188, 74]
rajapur-columns — [12, 1702, 439, 2012]
candidate-photo-row — [12, 278, 395, 388]
